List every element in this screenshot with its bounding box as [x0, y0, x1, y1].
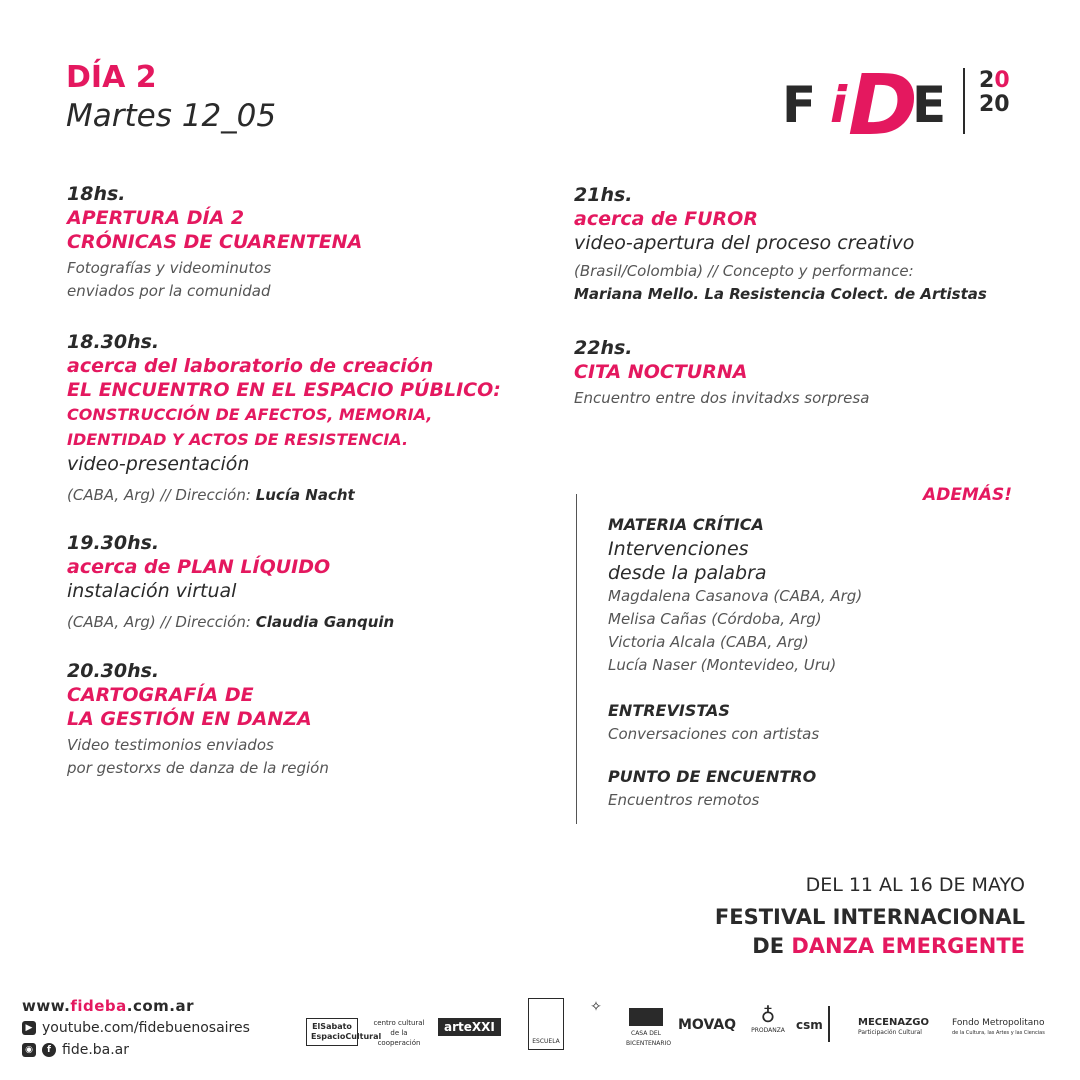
social-handle: fide.ba.ar [62, 1042, 130, 1058]
schedule-title-line: CARTOGRAFÍA DE [67, 684, 254, 706]
schedule-desc-line: enviados por la comunidad [67, 282, 271, 300]
schedule-item [67, 330, 567, 507]
extras-punto [608, 765, 1028, 812]
facebook-icon: f [42, 1043, 56, 1057]
schedule-pretitle: acerca del laboratorio de creación [67, 355, 434, 377]
schedule-item [574, 336, 1064, 410]
extras-heading: PUNTO DE ENCUENTRO [608, 767, 817, 786]
sponsor-divider [828, 1006, 830, 1042]
schedule-desc-line: Fotografías y videominutos [67, 259, 272, 277]
schedule-title: acerca de FUROR [574, 208, 758, 230]
website-link[interactable]: www.fideba.com.ar [22, 997, 194, 1015]
schedule-credit-prefix: (Brasil/Colombia) // Concepto y performance: [574, 262, 914, 280]
extras-divider [576, 494, 577, 824]
schedule-title-small-line: CONSTRUCCIÓN DE AFECTOS, MEMORIA, [67, 405, 433, 424]
sponsor-centro-logo: centro cultural de la cooperación [373, 1019, 425, 1047]
schedule-title-line: APERTURA DÍA 2 [67, 207, 245, 229]
festival-name-line2: DE DANZA EMERGENTE [752, 934, 1025, 958]
schedule-item [67, 531, 557, 634]
schedule-subtitle: video-presentación [67, 453, 250, 475]
extras-big-line: Intervenciones [608, 538, 749, 560]
extras-desc: Encuentros remotos [608, 791, 760, 809]
sponsor-arte-logo: arteXXI [438, 1018, 501, 1036]
schedule-item [574, 183, 1064, 306]
schedule-title-line: LA GESTIÓN EN DANZA [67, 708, 312, 730]
schedule-time: 22hs. [574, 337, 633, 359]
schedule-time: 18.30hs. [67, 331, 160, 353]
schedule-title: CITA NOCTURNA [574, 361, 748, 383]
schedule-title-line: EL ENCUENTRO EN EL ESPACIO PÚBLICO: [67, 379, 501, 401]
sponsor-escuela-logo: ESCUELA [528, 998, 564, 1050]
schedule-credit: (CABA, Arg) // Dirección: Claudia Ganquin [67, 613, 395, 631]
logo-letter-e: E [912, 76, 947, 134]
extras-materia [608, 513, 1028, 677]
schedule-time: 21hs. [574, 184, 633, 206]
casa-building-icon [629, 1008, 663, 1026]
extras-person: Victoria Alcala (CABA, Arg) [608, 633, 809, 651]
schedule-time: 18hs. [67, 183, 126, 205]
schedule-title-line: CRÓNICAS DE CUARENTENA [67, 231, 363, 253]
schedule-time: 20.30hs. [67, 660, 160, 682]
logo-letter-f: F [782, 76, 818, 134]
sponsor-logos [306, 998, 1050, 1058]
extras-desc: Conversaciones con artistas [608, 725, 820, 743]
schedule-subtitle: video-apertura del proceso creativo [574, 232, 915, 254]
schedule-desc-line: por gestorxs de danza de la región [67, 759, 329, 777]
youtube-url: youtube.com/fidebuenosaires [42, 1020, 250, 1036]
sponsor-constellation-icon: ✧ [590, 999, 602, 1015]
fide-logo [782, 56, 1032, 154]
schedule-credit: (CABA, Arg) // Dirección: Lucía Nacht [67, 486, 355, 504]
sponsor-mecenazgo-logo: MECENAZGO Participación Cultural [858, 1017, 930, 1036]
schedule-item [67, 182, 557, 303]
youtube-icon: ▶ [22, 1021, 36, 1035]
extras-heading: ENTREVISTAS [608, 701, 730, 720]
schedule-desc: Encuentro entre dos invitadxs sorpresa [574, 389, 870, 407]
day-date: Martes 12_05 [66, 98, 277, 134]
sponsor-movaq-logo: MOVAQ [678, 1017, 737, 1033]
schedule-item [67, 659, 557, 780]
sponsor-csm-logo: csm [796, 1018, 823, 1032]
extras-big-line: desde la palabra [608, 562, 767, 584]
logo-divider [963, 68, 965, 134]
instagram-icon: ◉ [22, 1043, 36, 1057]
festival-name-line1: FESTIVAL INTERNACIONAL [714, 905, 1025, 929]
sponsor-prodanza-logo: ♁ PRODANZA [746, 1004, 790, 1036]
extras-person: Lucía Naser (Montevideo, Uru) [608, 656, 837, 674]
extras-entrevistas [608, 699, 1028, 746]
logo-letter-i: i [830, 76, 848, 134]
sponsor-casa-logo: CASA DEL BICENTENARIO [626, 1008, 666, 1049]
extras-person: Melisa Cañas (Córdoba, Arg) [608, 610, 822, 628]
festival-dates: DEL 11 AL 16 DE MAYO [805, 874, 1025, 896]
logo-year-top: 20 [979, 68, 1010, 93]
day-title: DÍA 2 [66, 60, 157, 95]
prodanza-icon: ♁ [760, 1003, 776, 1027]
logo-letter-d: D [848, 56, 918, 154]
extras-label: ADEMÁS! [923, 485, 1012, 505]
sponsor-elsabato-logo: ElSabato EspacioCultural [306, 1018, 358, 1046]
schedule-credit-name: Mariana Mello. La Resistencia Colect. de Artistas [574, 285, 987, 303]
schedule-desc-line: Video testimonios enviados [67, 736, 274, 754]
schedule-title-small-line: IDENTIDAD Y ACTOS DE RESISTENCIA. [67, 430, 409, 449]
extras-heading: MATERIA CRÍTICA [608, 515, 764, 534]
extras-person: Magdalena Casanova (CABA, Arg) [608, 587, 863, 605]
sponsor-fondo-logo: Fondo Metropolitano de la Cultura, las Artes y las Ciencias [952, 1018, 1045, 1036]
schedule-subtitle: instalación virtual [67, 580, 237, 602]
logo-year-bottom: 20 [979, 92, 1010, 117]
schedule-title: acerca de PLAN LÍQUIDO [67, 556, 331, 578]
youtube-link[interactable] [22, 1020, 250, 1036]
schedule-time: 19.30hs. [67, 532, 160, 554]
social-link[interactable] [22, 1042, 129, 1058]
